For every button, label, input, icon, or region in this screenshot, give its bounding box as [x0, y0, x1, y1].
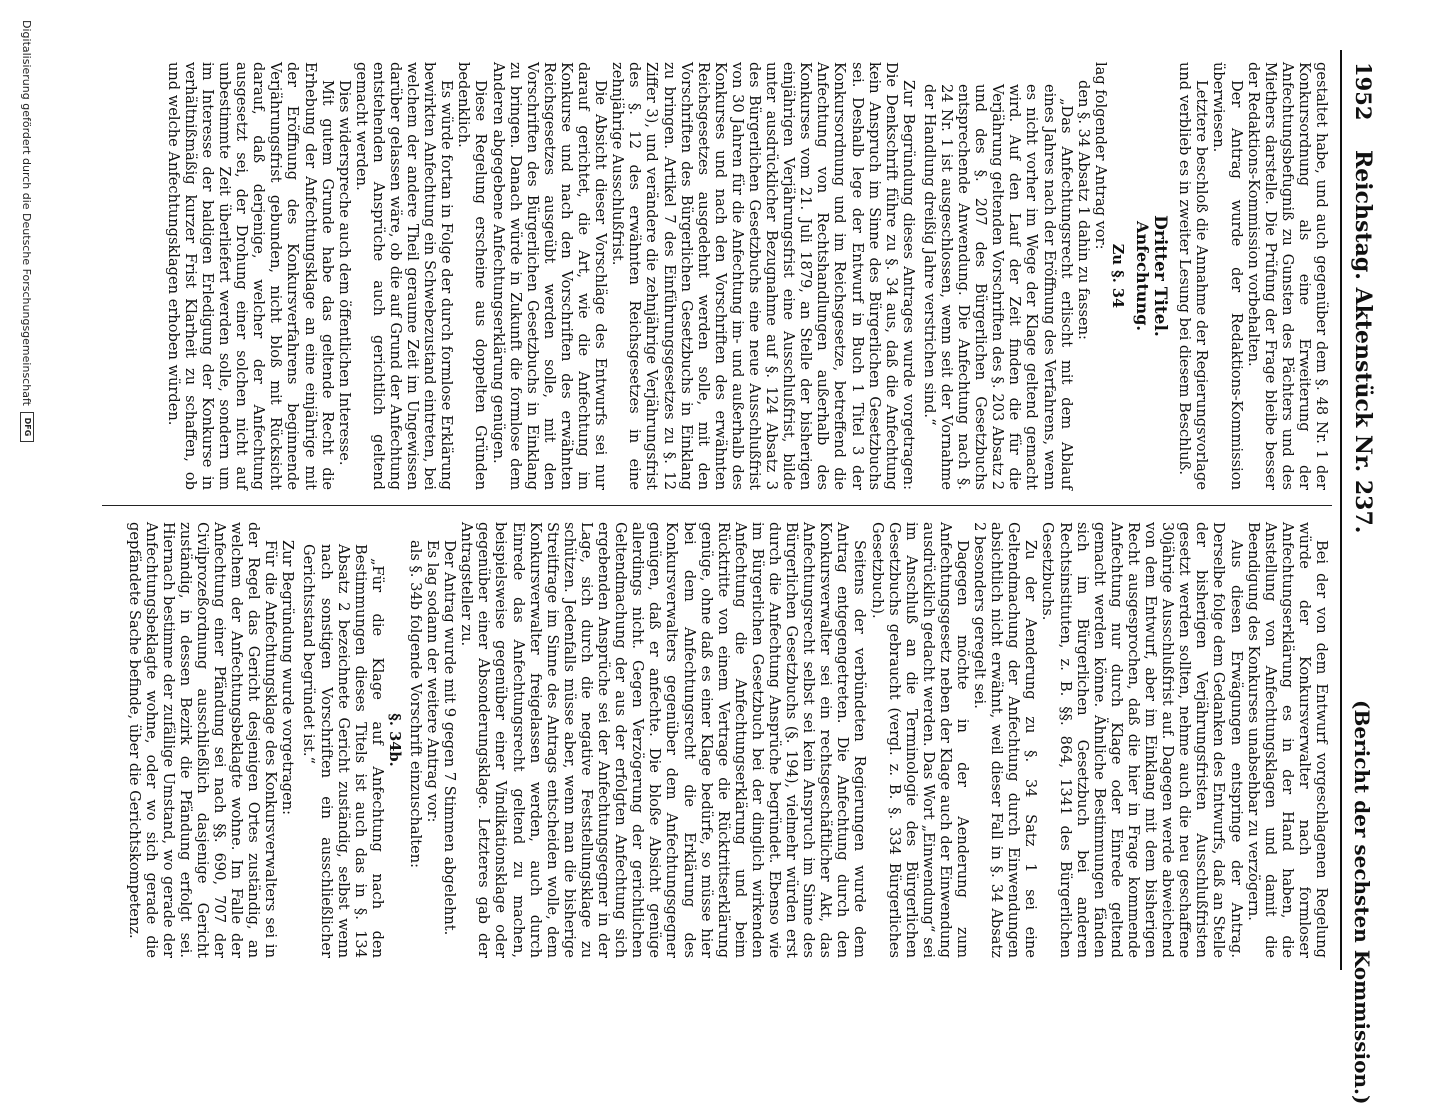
page-header: [1336, 0, 1376, 1104]
paragraph: den §. 34 Absatz 1 dahin zu fassen:: [1074, 80, 1092, 340]
paragraph: Zur Begründung wurde vorgetragen:: [279, 540, 297, 816]
dfg-logo: DFG: [20, 412, 34, 442]
paragraph: Der Antrag wurde mit 9 gegen 7 Stimmen abgelehnt.: [441, 540, 459, 936]
left-column: [165, 62, 1330, 490]
paragraph: Zur Begründung dieses Antrages wurde vorgetragen: Die Denkschrift führe zu §. 34 aus, daß die Anfechtung kein Anspruch im Sinne des Bürgerlichen Gesetzbuchs sei. Deshalb lege der Entwurf in Buch 1 Titel 3 der Konkursordnung und im Reichsgesetze, betreffend die Anfechtung von Rechtshandlungen außerhalb des Konkurses vom 21. Juli 1879, an Stelle der bisherigen einjährigen Verjährungsfrist eine Ausschlußfrist, bilde unter ausdrücklicher Bezugnahme auf §. 124 Absatz 3 des Bürgerlichen Gesetzbuchs eine neue Ausschlußfrist von 30 Jahren für die Anfechtung im- und außerhalb des Konkurses und nach den Vorschriften des erwähnten Reichsgesetzes ausgedehnt werden solle, mit den Vorschriften des Bürgerlichen Gesetzbuchs in Einklang zu bringen. Artikel 7 des Einführungsgesetzes zu §. 12 Ziffer 3), und verändere die zehnjährige Verjährungsfrist des §. 12 des erwähnten Reichsgesetzes in eine zehnjährige Ausschlußfrist.: [609, 62, 917, 490]
column-divider: [102, 505, 1332, 506]
paragraph-heading: Zu §. 34: [1108, 243, 1126, 309]
right-column: [125, 522, 1330, 958]
header-rule: [1340, 50, 1342, 970]
paragraph: als §. 34b folgende Vorschrift einzuschalten:: [407, 540, 425, 869]
paragraph: Diese Regelung erscheine aus doppelten Gründen bedenklich.: [455, 62, 490, 490]
paragraph: Es lag sodann der weitere Antrag vor:: [424, 540, 442, 823]
quoted-proposal: „Für die Klage auf Anfechtung nach den Bestimmungen dieses Titels ist auch das in §. 134 Absatz 2 bezeichnete Gericht zuständig, selbst wenn nach sonstigen Vorschriften ein ausschließlicher Gerichtsstand begründet ist.“: [300, 544, 386, 958]
paragraph: Dagegen möchte in der Aenderung zum Anfechtungsgesetz neben der Klage auch der Einwendung ausdrücklich gedacht werden. Das Wort „Einwendung“ sei im Anschluß an die Terminologie des Bürgerlichen Gesetzbuchs gebraucht (vergl. z. B. §. 334 Bürgerliches Gesetzbuch).: [868, 522, 972, 958]
page-number: 1952: [1351, 62, 1376, 121]
paragraph: Aus diesen Erwägungen entspringe der Antrag. Derselbe folge dem Gedanken des Entwurfs, daß an Stelle der bisherigen Verjährungsfristen Ausschlußfristen gesetzt werden sollten, nehme auch die neu geschaffene 30jährige Ausschlußfrist auf. Dagegen werde abweichend von dem Entwurf, aber im Einklang mit dem bisherigen Recht ausgesprochen, daß die hier in Frage kommende Anfechtung nur durch Klage oder Einrede geltend gemacht werden könne. Ähnliche Bestimmungen fänden sich im Bürgerlichen Gesetzbuch bei anderen Rechtsinstituten, z. B. §§. 864, 1341 des Bürgerlichen Gesetzbuchs.: [1039, 522, 1245, 958]
paragraph: Bei der von dem Entwurf vorgeschlagenen Regelung würde der Konkursverwalter nach formloser Anfechtungserklärung es in der Hand haben, die Anstellung von Anfechtungsklagen und damit die Beendigung des Konkurses unabsehbar zu verzögern.: [1244, 522, 1330, 958]
paragraph: Dies widerspreche auch dem öffentlichen Interesse.: [335, 80, 353, 466]
paragraph: Mit gutem Grunde habe das geltende Recht die Erhebung der Anfechtungsklage an eine einjährige mit der Eröffnung des Konkursverfahrens beginnende Verjährungsfrist gebunden, nicht bloß mit Rücksicht darauf, daß derjenige, welcher der Anfechtung ausgesetzt sei, der Drohung einer solchen nicht auf unbestimmte Zeit überliefert werden solle, sondern um im Interesse der baldigen Erledigung der Konkurse in verhältnißmäßig kurzer Frist Klarheit zu schaffen, ob und welche Anfechtungsklagen erhoben würden.: [164, 62, 336, 490]
paragraph-heading: §. 34b.: [385, 713, 403, 767]
digitization-credit: [20, 20, 34, 442]
header-title: Reichstag. Aktenstück Nr. 237.: [1350, 150, 1376, 534]
quoted-proposal: „Das Anfechtungsrecht erlischt mit dem Ablauf eines Jahres nach der Eröffnung des Verfahrens, wenn es nicht vorher im Wege der Klage geltend gemacht wird. Auf den Lauf der Zeit finden die für die Verjährung geltenden Vorschriften des §. 203 Absatz 2 und des §. 207 des Bürgerlichen Gesetzbuchs entsprechende Anwendung. Die Anfechtung nach §. 24 Nr. 1 ist ausgeschlossen, wenn seit der Vornahme der Handlung dreißig Jahre verstrichen sind.“: [920, 84, 1075, 490]
section-heading: Dritter Titel.: [1150, 215, 1171, 337]
paragraph: Seitens der verbündeten Regierungen wurde dem Antrag entgegengetreten. Die Anfechtung durch den Konkursverwalter sei ein rechtsgeschäftlicher Akt, das Anfechtungsrecht selbst sei kein Anspruch im Sinne des Bürgerlichen Gesetzbuchs (§. 194), vielmehr würden erst durch die Anfechtung Ansprüche begründet. Ebenso wie im Bürgerlichen Gesetzbuch bei der dinglich wirkenden Anfechtung die Anfechtungserklärung und beim Rücktritte von einem Vertrage die Rücktrittserklärung genüge, ohne daß es einer Klage bedürfe, so müsse hier bei dem Anfechtungsrecht die Erklärung des Konkursverwalters gegenüber dem Anfechtungsgegner genügen, daß er anfechte. Die bloße Absicht genüge allerdings nicht. Gegen Verzögerung der gerichtlichen Geltendmachung der aus der erfolgten Anfechtung sich ergebenden Ansprüche sei der Anfechtungsgegner in der Lage, sich durch die negative Feststellungsklage zu schützen. Jedenfalls müsse aber, wenn man die bisherige Streitfrage im Sinne des Antrags entscheiden wolle, dem Konkursverwalter freigelassen werden, auch durch Einrede das Anfechtungsrecht geltend zu machen, beispielsweise gegenüber einer Vindikationsklage oder gegenüber einer Absonderungsklage. Letzteres gab der Antragsteller zu.: [458, 522, 869, 958]
paragraph: Die Absicht dieser Vorschläge des Entwurfs sei nur darauf gerichtet, die Art, wie die Anfechtung im Konkurse und nach den Vorschriften des erwähnten Reichsgesetzes ausgeübt werden solle, mit den Vorschriften des Bürgerlichen Gesetzbuchs in Einklang zu bringen. Danach würde in Zukunft die formlose dem Anderen abgegebene Anfechtungserklärung genügen.: [489, 62, 610, 490]
paragraph: Letztere beschloß die Annahme der Regierungsvorlage und verblieb es in zweiter Lesung bei diesem Beschluß.: [1176, 62, 1211, 490]
paragraph: gestaltet habe, und auch gegenüber dem §. 48 Nr. 1 der Konkursordnung als eine Erweiterung der Anfechtungsbefugniß zu Gunsten des Pächters und des Miethers darstelle. Die Prüfung der Frage bleibe besser der Redaktions-Kommission vorbehalten.: [1244, 62, 1330, 490]
credit-text: Digitalisierung gefördert durch die Deutsche Forschungsgemeinschaft: [20, 20, 34, 406]
paragraph: Der Antrag wurde der Redaktions-Kommission überwiesen.: [1210, 62, 1245, 490]
paragraph: lag folgender Antrag vor:: [1091, 62, 1109, 250]
header-section: (Bericht der sechsten Kommission.): [1350, 700, 1374, 1104]
paragraph: Für die Anfechtungsklage des Konkursverwalters sei in der Regel das Gericht desjenigen Ortes zuständig, an welchem der Anfechtungsbeklagte wohne. Im Falle der Anfechtung einer Pfändung sei nach §§. 690, 707 der Civilprozeßordnung ausschließlich dasjenige Gericht zuständig, in dessen Bezirk die Pfändung erfolgt sei. Hiernach bestimme der zufällige Umstand, wo gerade der Anfechtungsbeklagte wohne, oder wo sich gerade die gepfändete Sache befinde, über die Gerichtskompetenz.: [125, 522, 280, 958]
paragraph: Es würde fortan in Folge der durch formlose Erklärung bewirkten Anfechtung ein Schwebezustand eintreten, bei welchem der andere Theil geraume Zeit im Ungewissen darüber gelassen wäre, ob die auf Grund der Anfechtung entstehenden Ansprüche auch gerichtlich geltend gemacht werden.: [352, 62, 456, 490]
section-subheading: Anfechtung.: [1133, 221, 1153, 331]
paragraph: Zu der Aenderung zu §. 34 Satz 1 sei eine Geltendmachung der Anfechtung durch Einwendungen absichtlich nicht erwähnt, weil dieser Fall in §. 34 Absatz 2 besonders geregelt sei.: [971, 522, 1040, 958]
